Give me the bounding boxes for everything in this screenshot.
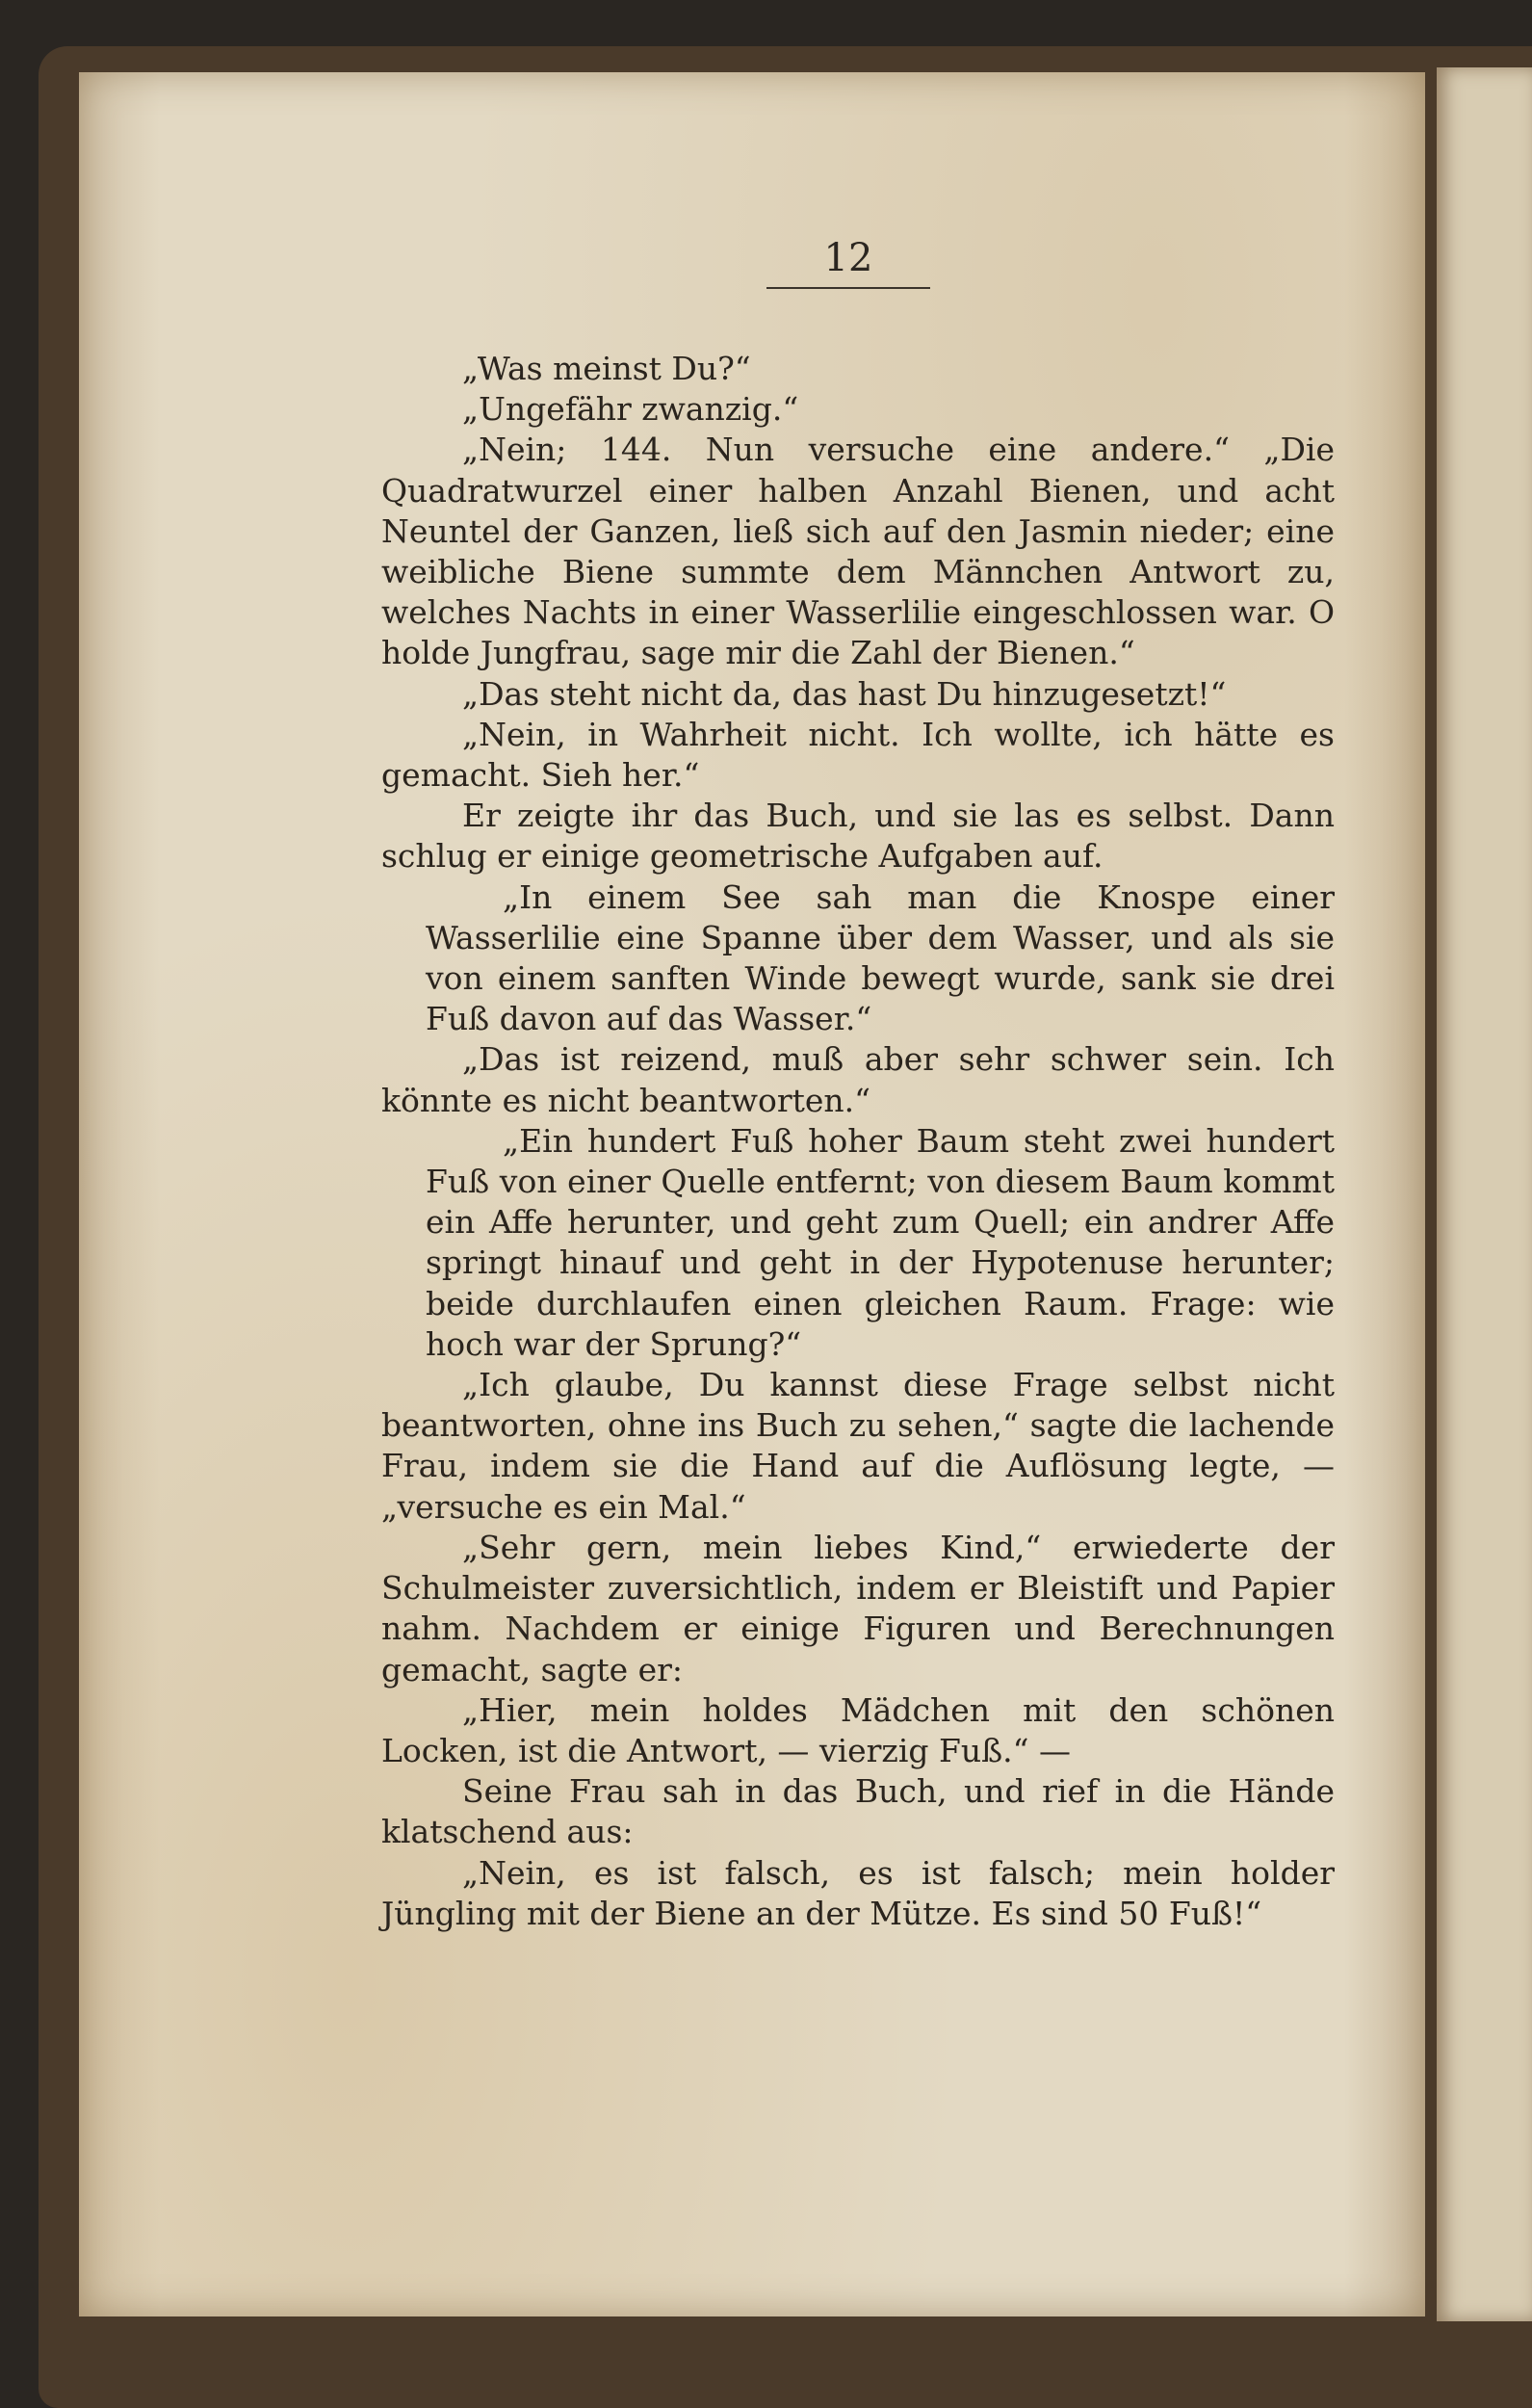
- paragraph: „Hier, mein holdes Mädchen mit den schönen Locken, ist die Antwort, — vierzig Fuß.“ —: [381, 1690, 1335, 1769]
- paragraph: „Nein, es ist falsch, es ist falsch; mein holder Jüngling mit der Biene an der Mütze. Es sind 50 Fuß!“: [381, 1853, 1335, 1932]
- paragraph: „Ungefähr zwanzig.“: [462, 390, 799, 429]
- quoted-problem: [381, 1121, 1335, 1365]
- paragraph: „Nein, in Wahrheit nicht. Ich wollte, ich hätte es gemacht. Sieh her.“: [381, 715, 1335, 795]
- paragraph: „Das ist reizend, muß aber sehr schwer sein. Ich könnte es nicht beantworten.“: [381, 1040, 1335, 1119]
- page-number: 12: [823, 236, 873, 280]
- page-text: [381, 349, 1335, 1934]
- paragraph: Seine Frau sah in das Buch, und rief in die Hände klatschend aus:: [381, 1772, 1335, 1851]
- paragraph: „Das steht nicht da, das hast Du hinzugesetzt!“: [462, 674, 1227, 713]
- paragraph: Er zeigte ihr das Buch, und sie las es selbst. Dann schlug er einige geometrische Aufgaben auf.: [381, 797, 1335, 876]
- quoted-problem: [381, 877, 1335, 1040]
- paragraph: „Ein hundert Fuß hoher Baum steht zwei hundert Fuß von einer Quelle entfernt; von diesem Baum kommt ein Affe herunter, und geht zum Quell; ein andrer Affe springt hinauf und geht in der Hypotenuse herunter; beide durchlaufen einen gleichen Raum. Frage: wie hoch war der Sprung?“: [426, 1121, 1335, 1363]
- paragraph: „Ich glaube, Du kannst diese Frage selbst nicht beantworten, ohne ins Buch zu sehen,“ sagte die lachende Frau, indem sie die Hand auf die Auflösung legte, — „versuche es ein Mal.“: [381, 1366, 1335, 1526]
- page-number-rule: [766, 287, 930, 289]
- paragraph: „In einem See sah man die Knospe einer Wasserlilie eine Spanne über dem Wasser, und als sie von einem sanften Winde bewegt wurde, sank sie drei Fuß davon auf das Wasser.“: [426, 877, 1335, 1038]
- facing-page-edge: [1437, 67, 1532, 2321]
- paragraph: „Was meinst Du?“: [462, 350, 751, 387]
- paragraph: „Sehr gern, mein liebes Kind,“ erwiederte der Schulmeister zuversichtlich, indem er Bleistift und Papier nahm. Nachdem er einige Figuren und Berechnungen gemacht, sagte er:: [381, 1528, 1335, 1688]
- paragraph: „Nein; 144. Nun versuche eine andere.“ „Die Quadratwurzel einer halben Anzahl Bienen, und acht Neuntel der Ganzen, ließ sich auf den Jasmin nieder; eine weibliche Biene summte dem Männchen Antwort zu, welches Nachts in einer Wasserlilie eingeschlossen war. O holde Jungfrau, sage mir die Zahl der Bienen.“: [381, 431, 1335, 672]
